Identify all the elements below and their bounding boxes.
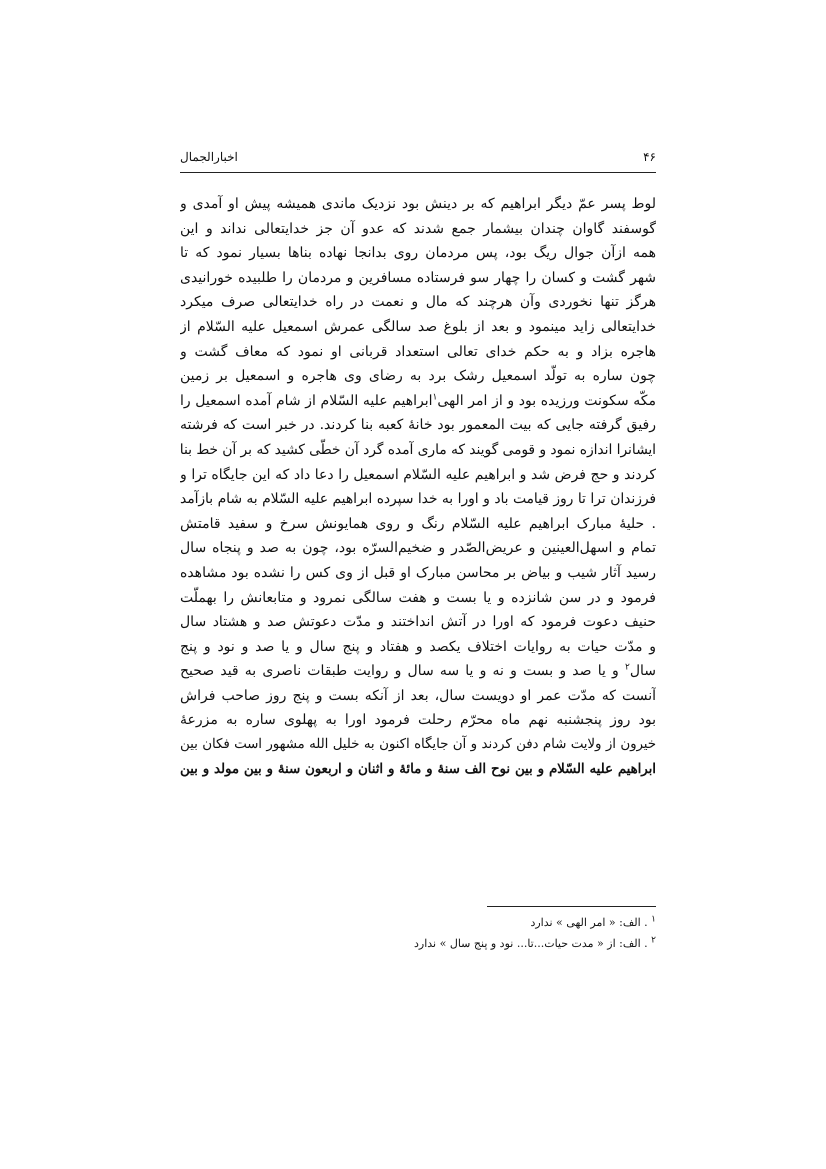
text-line: فرزندان ترا تا روز قیامت باد و اورا به خدا سپرده ابراهیم علیه السّلام به شام بازآمد xyxy=(180,491,656,508)
text-line: و مدّت حیات به روایات اختلاف یکصد و هفتاد و پنج سال و یا صد و نود و پنج xyxy=(180,638,656,655)
text-line: شهر گشت و کسان را چهار سو فرستاده مسافرین و مردمان را طلبیده خورانیدی xyxy=(180,269,656,286)
text-line: هاجره بزاد و به حکم خدای تعالی استعداد قربانی او نمود که معاف گشت و xyxy=(180,343,656,360)
text-line: تمام و اسهل‌العینین و عریض‌الصّدر و ضخیم‌السرّه بود، چون به صد و پنجاه سال xyxy=(180,540,656,557)
text-line xyxy=(180,389,656,414)
text-line: لوط پسر عمّ دیگر ابراهیم که بر دینش بود نزدیک ماندی همیشه پیش او آمدی و xyxy=(180,196,656,212)
footnote-2 xyxy=(180,933,656,954)
text-fragment: ابراهیم علیه السّلام از شام آمده اسمعیل را xyxy=(180,392,433,409)
footnote-ref[interactable]: ۲ xyxy=(625,662,630,673)
text-fragment: مکّه سکونت ورزیده بود و از امر الهی xyxy=(437,392,656,409)
footnote-divider xyxy=(487,906,656,907)
footnotes xyxy=(180,912,656,954)
footnote-marker: ۱ xyxy=(651,914,656,925)
text-line: بود روز پنجشنبه نهم ماه محرّم رحلت فرمود اورا به پهلوی ساره به مزرعهٔ xyxy=(180,712,656,729)
text-fragment: و یا صد و بست و نه و یا سه سال و روایت طبقات ناصری به قید صحیح xyxy=(180,663,619,680)
text-line: حنیف دعوت فرمود که اورا در آتش انداختند و مدّت دعوتش صد و هشتاد سال xyxy=(180,614,656,631)
text-line: خدایتعالی زاید مینمود و بعد از بلوغ صد سالگی عمرش اسمعیل علیه السّلام از xyxy=(180,318,656,335)
footnote-1 xyxy=(180,912,656,933)
text-line xyxy=(180,659,656,684)
running-title: اخبارالجمال xyxy=(180,150,238,164)
text-line: همه ازآن جوال ریگ بود، پس مردمان روی بدانجا نهاده بناها بسیار نمود که تا xyxy=(180,245,656,262)
text-line: رسید آثار شیب و بیاض بر محاسن مبارک او قبل از وی کس را نشده بود مشاهده xyxy=(180,564,656,581)
text-line: ابراهیم علیه السّلام و بین نوح الف سنهٔ و مائهٔ و اثنان و اربعون سنهٔ و بین مولد و بین xyxy=(180,761,656,777)
footnote-ref[interactable]: ۱ xyxy=(432,392,438,403)
text-line: چون ساره به تولّد اسمعیل رشک برد به رضای وی هاجره و اسمعیل بر زمین xyxy=(180,368,656,385)
footnote-text: . الف: « امر الهی » ندارد xyxy=(530,916,648,929)
text-line: آنست که مدّت عمر او دویست سال، بعد از آنکه بست و پنج روز صاحب فراش xyxy=(180,687,656,704)
text-line: گوسفند گاوان چندان بیشمار جمع شدند که عدو آن جز خدایتعالی نداند و این xyxy=(180,220,656,237)
text-line: هرگز تنها نخوردی وآن هرچند که مال و نعمت در راه خدایتعالی صرف میکرد xyxy=(180,294,656,311)
footnote-marker: ۲ xyxy=(651,935,656,946)
main-text xyxy=(180,192,656,782)
text-line: ایشانرا اندازه نمود و قومی گویند که ماری آمده گرد آن خطّی کشید که بر آن خط بنا xyxy=(180,441,656,458)
text-line: . حلیهٔ مبارک ابراهیم علیه السّلام رنگ و روی همایونش سرخ و سفید قامتش xyxy=(180,515,656,532)
text-fragment: سال xyxy=(629,663,656,680)
running-header xyxy=(180,150,656,173)
text-line: رفیق گرفته جایی که بیت المعمور بود خانهٔ کعبه بنا کردند. در خبر است که فرشته xyxy=(180,417,656,434)
footnote-text: . الف: از « مدت حیات...تا... نود و پنج سال » ندارد xyxy=(414,937,648,950)
page-number: ۴۶ xyxy=(643,150,656,164)
text-line: خیرون از ولایت شام دفن کردند و آن جایگاه اکنون به خلیل الله مشهور است فکان بین xyxy=(180,737,656,753)
text-line: فرمود و در سن شانزده و یا بست و هفت سالگی نمرود و متابعانش را بهملّت xyxy=(180,589,656,606)
text-line: کردند و حج فرض شد و ابراهیم علیه السّلام اسمعیل را دعا داد که این جایگاه ترا و xyxy=(180,466,656,483)
